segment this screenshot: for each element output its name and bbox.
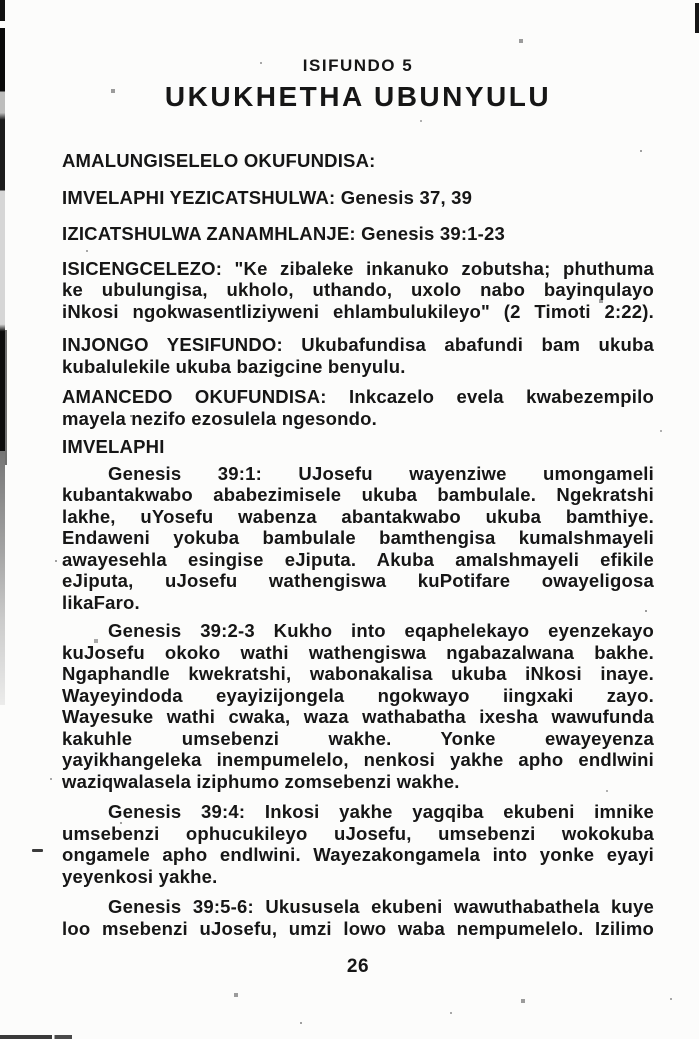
prep-heading: AMALUNGISELELO OKUFUNDISA: — [62, 150, 376, 171]
paragraph-line: yeyenkosi yakhe. — [62, 865, 218, 887]
paragraph-line: lakhe, uYosefu wabenza abantakwabo ukuba bamthiye. — [62, 505, 654, 527]
scan-artifact-left-edge-thin — [5, 330, 7, 465]
teaching-aids-line: mayela nezifo ezosulela ngesondo. — [62, 407, 378, 429]
page-number: 26 — [346, 956, 370, 977]
paragraph-line: Genesis 39:1: UJosefu wayenziwe umongameli — [108, 462, 654, 484]
paragraph-line: ongamele apho endlwini. Wayezakongamela into yonke eyayi — [62, 844, 654, 865]
scan-artifact-stray-dash — [32, 849, 43, 852]
paragraph-line: Genesis 39:4: Inkosi yakhe yagqiba ekubeni imnike — [108, 801, 654, 822]
scan-artifact-top-right — [695, 3, 699, 33]
scripture-source-line: IMVELAPHI YEZICATSHULWA: Genesis 37, 39 — [62, 186, 473, 208]
memory-verse-line: ke ubulungisa, ukholo, uthando, uxolo nabo bayinqulayo — [62, 279, 654, 300]
memory-verse-block — [62, 258, 654, 323]
background-heading: IMVELAPHI — [62, 436, 165, 457]
teaching-aids-block — [62, 386, 654, 429]
paragraph — [62, 896, 654, 939]
paragraph-line: eJiputa, uJosefu wathengiswa kuPotifare owayeligosa — [62, 570, 654, 591]
page-content — [62, 56, 654, 939]
paragraph-line: awayesehla esingise eJiputa. Akuba amaIshmayeli efikile — [62, 548, 654, 570]
paragraph-line: kubantakwabo ababezimisele ukuba bambulale. Ngekratshi — [62, 484, 654, 505]
paragraph-line: kakuhle umsebenzi wakhe. Yonke ewayeyenza — [62, 727, 654, 749]
lesson-number: ISIFUNDO 5 — [302, 56, 414, 75]
paragraph-line: Wayeyindoda eyayizijongela ngokwayo iingxaki zayo. — [62, 684, 654, 706]
paragraph — [62, 620, 654, 792]
scan-artifact-bottom-left — [0, 1035, 72, 1039]
todays-scripture-line: IZICATSHULWA ZANAMHLANJE: Genesis 39:1-23 — [62, 223, 506, 244]
paragraph-line: umsebenzi ophucukileyo uJosefu, umsebenzi wokokuba — [62, 822, 654, 844]
paragraph-line: kuJosefu okoko wathi wathengiswa ngabazalwana bakhe. — [62, 641, 654, 663]
paragraph — [62, 463, 654, 614]
memory-verse-line: ISICENGCELEZO: "Ke zibaleke inkanuko zobutsha; phuthuma — [62, 257, 654, 279]
paragraph-line: Ngaphandle kwekratshi, wabonakalisa ukuba iNkosi inaye. — [62, 663, 654, 684]
paragraph-line: waziqwalasela iziphumo zomsebenzi wakhe. — [62, 770, 460, 792]
paragraph-line: yayikhangeleka inempumelelo, nenkosi yakhe apho endlwini — [62, 749, 654, 770]
lesson-goal-line: INJONGO YESIFUNDO: Ukubafundisa abafundi bam ukuba — [62, 334, 654, 355]
paragraph-line: loo msebenzi uJosefu, umzi lowo waba nempumelelo. Izilimo — [62, 917, 654, 939]
paragraph-line: Wayesuke wathi cwaka, waza wathabatha ixesha wawufunda — [62, 706, 654, 727]
lesson-title: UKUKHETHA UBUNYULU — [164, 81, 552, 112]
paragraph — [62, 801, 654, 887]
paragraph-line: Genesis 39:2-3 Kukho into eqaphelekayo eyenzekayo — [108, 620, 654, 641]
paragraph-line: Genesis 39:5-6: Ukususela ekubeni wawuthabathela kuye — [108, 896, 654, 917]
memory-verse-line: iNkosi ngokwasentliziyweni ehlambulukileyo" (2 Timoti 2:22). — [62, 300, 654, 322]
paragraph-line: Endaweni yokuba bambulale bamthengisa kumaIshmayeli — [62, 527, 654, 548]
lesson-goal-line: kubalulekile ukuba bazigcine benyulu. — [62, 355, 406, 377]
teaching-aids-line: AMANCEDO OKUFUNDISA: Inkcazelo evela kwabezempilo — [62, 386, 654, 407]
lesson-goal-block — [62, 334, 654, 377]
paragraph-line: likaFaro. — [62, 591, 140, 613]
